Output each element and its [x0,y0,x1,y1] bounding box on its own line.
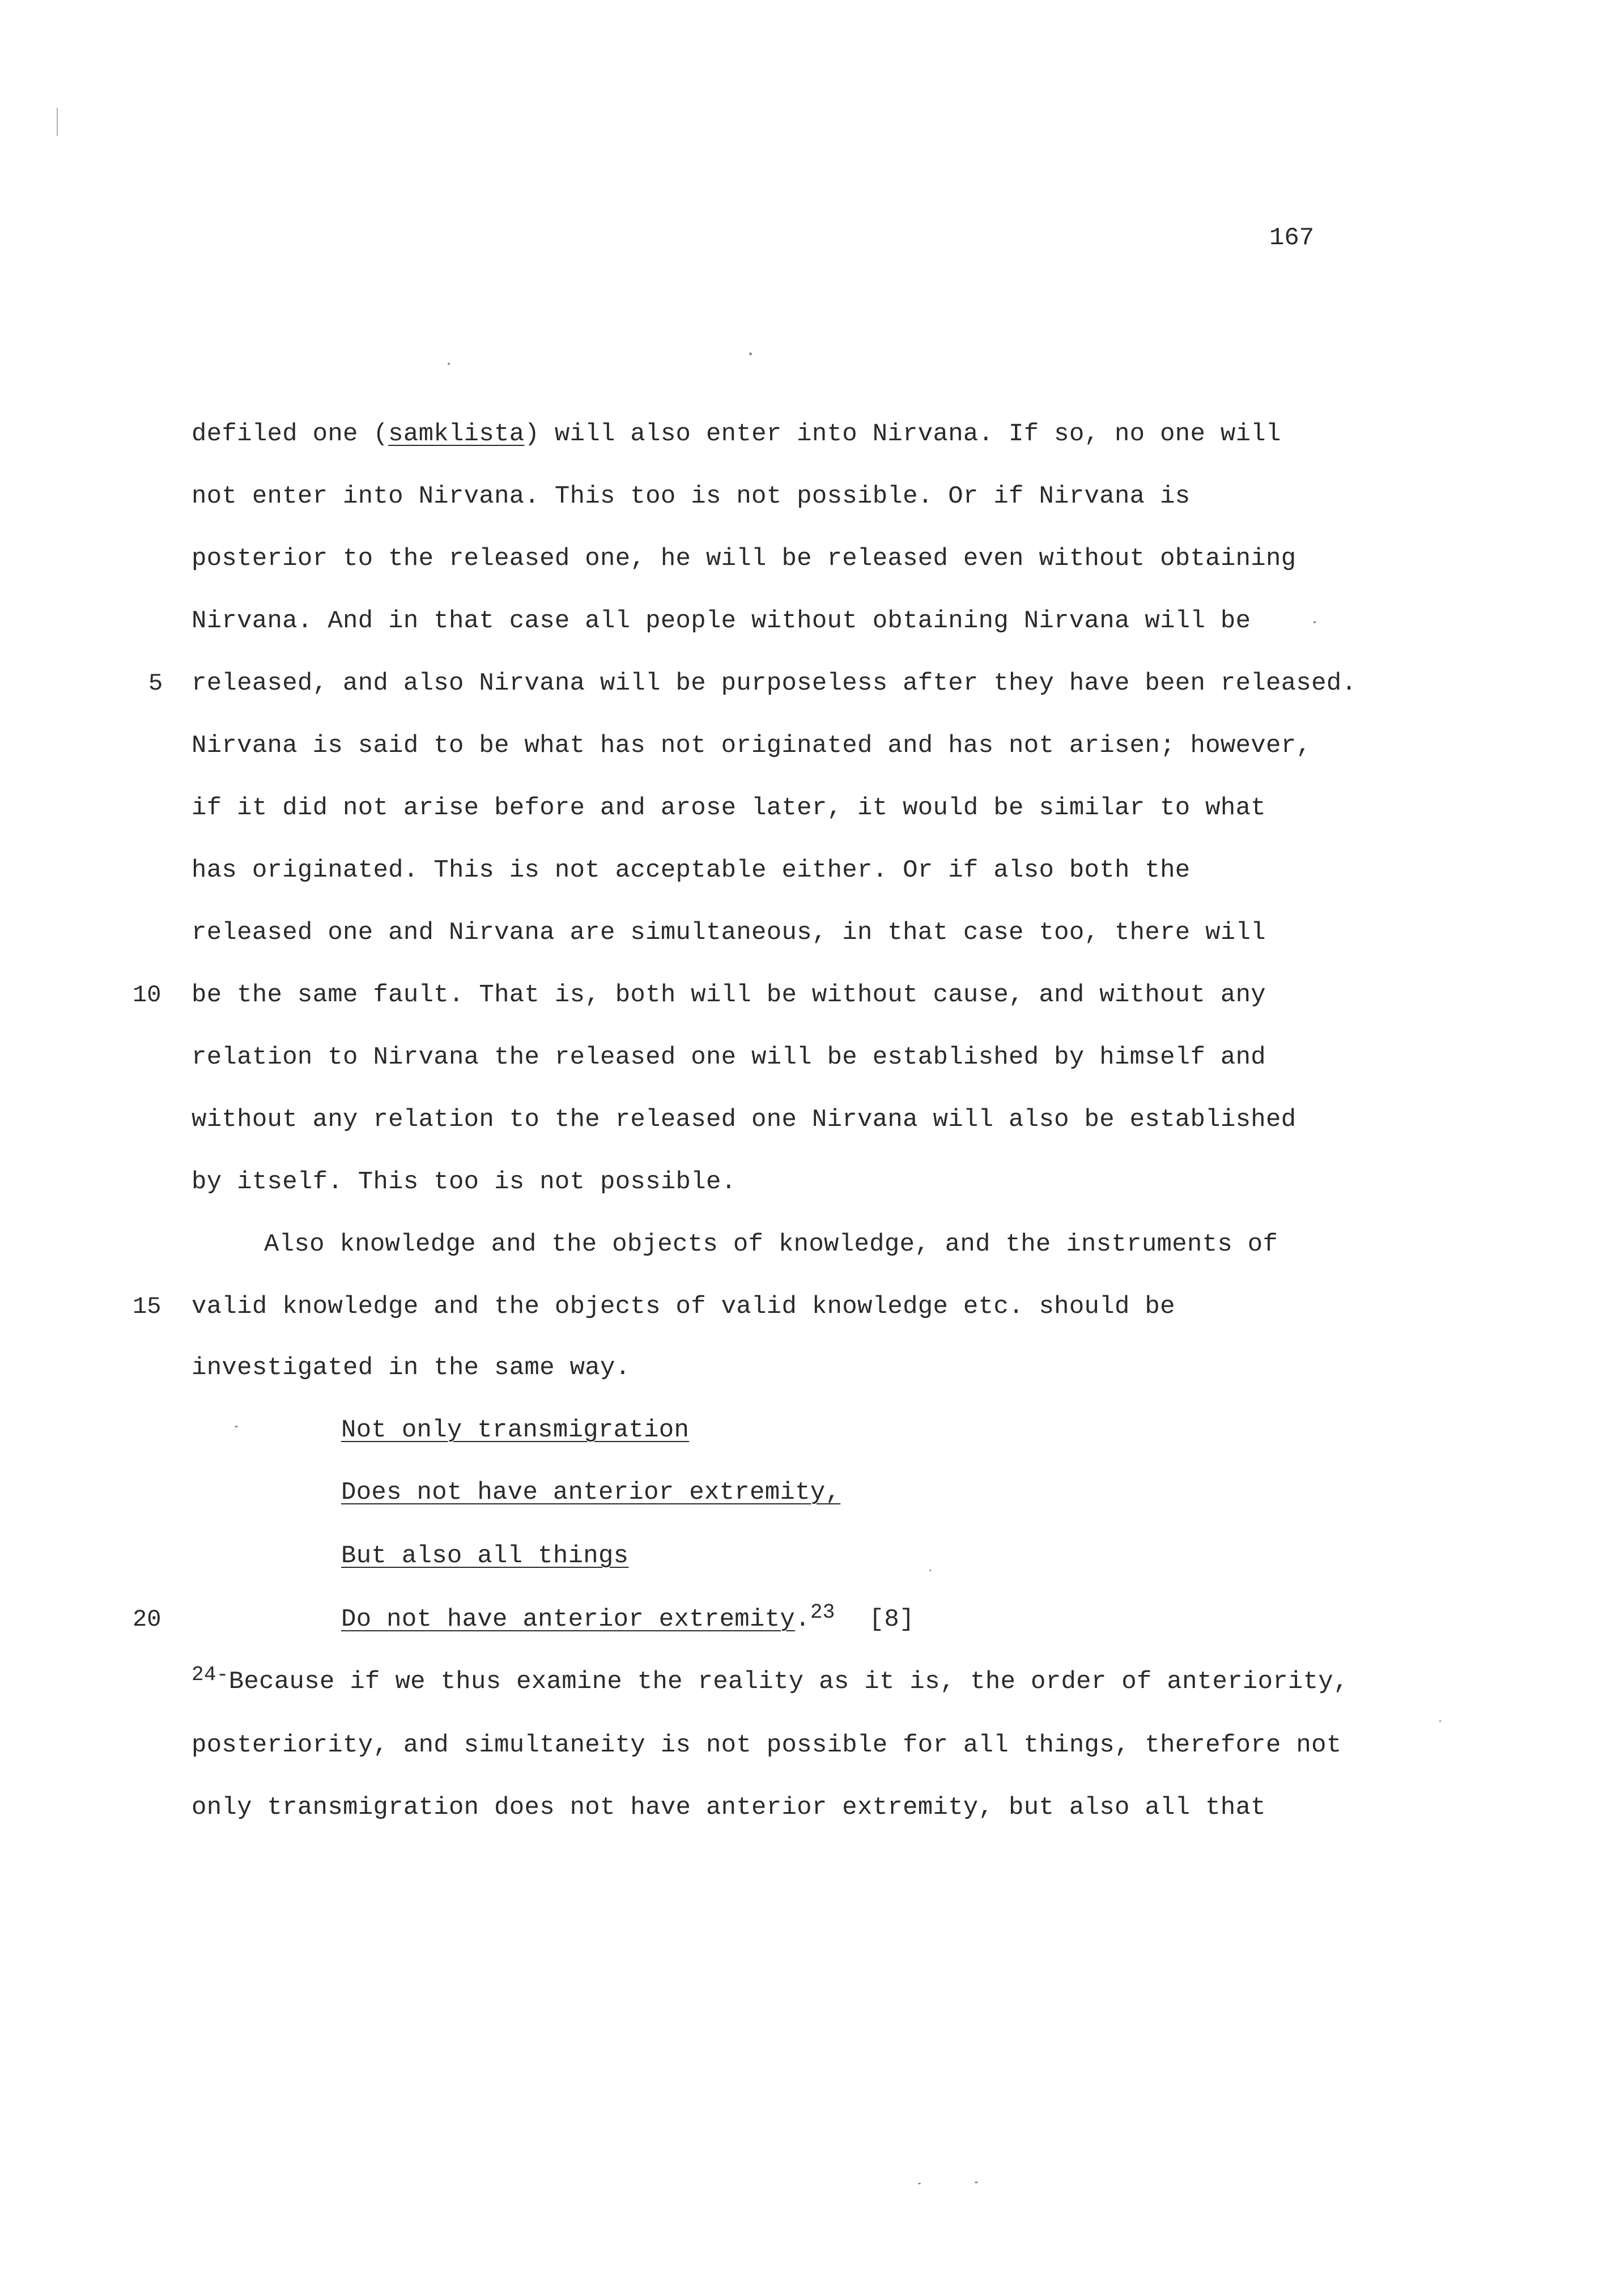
text-line: has originated. This is not acceptable either. Or if also both the [192,856,1191,885]
scan-speck [1439,1720,1441,1722]
page-number: 167 [1269,224,1315,252]
text-line: not enter into Nirvana. This too is not possible. Or if Nirvana is [192,482,1191,511]
scan-speck [975,2182,978,2183]
text-line [192,418,1281,450]
text-line: relation to Nirvana the released one will be established by himself and [192,1043,1266,1072]
text-line: valid knowledge and the objects of valid knowledge etc. should be [192,1292,1175,1321]
text-line: Nirvana is said to be what has not originated and has not arisen; however, [192,732,1312,760]
footnote-ref-23: 23 [810,1601,835,1624]
scan-speck [235,1426,238,1427]
line-number-20: 20 [133,1606,161,1633]
verse-number: [8] [869,1605,915,1634]
scan-speck [448,363,450,365]
verse-text: Do not have anterior extremity [341,1605,796,1634]
line-number-15: 15 [133,1293,161,1320]
text-line: released, and also Nirvana will be purposeless after they have been released. [192,669,1357,698]
text-segment: Because if we thus examine the reality as it is, the order of anteriority, [228,1668,1349,1696]
text-line: posteriority, and simultaneity is not possible for all things, therefore not [192,1731,1342,1759]
text-line: if it did not arise before and arose later, it would be similar to what [192,794,1266,822]
text-line: by itself. This too is not possible. [192,1168,737,1196]
text-line: Nirvana. And in that case all people without obtaining Nirvana will be [192,607,1251,635]
verse-period: . [795,1605,810,1634]
verse-line [341,1540,628,1572]
text-line: investigated in the same way. [192,1354,631,1382]
verse-text: Not only transmigration [341,1416,690,1444]
text-segment: ) will also enter into Nirvana. If so, no one will [524,420,1281,448]
verse-line [341,1477,840,1508]
scan-speck [929,1570,931,1571]
footnote-ref-24: 24- [192,1663,229,1686]
text-line: Also knowledge and the objects of knowledge, and the instruments of [264,1230,1278,1258]
text-line: released one and Nirvana are simultaneous, in that case too, there will [192,919,1266,947]
verse-text: But also all things [341,1542,629,1570]
scan-speck [918,2183,921,2184]
sanskrit-term: samklista [388,420,525,448]
verse-line [341,1601,915,1636]
text-line: posterior to the released one, he will be released even without obtaining [192,545,1296,573]
verse-line [341,1414,689,1446]
text-line: only transmigration does not have anterior extremity, but also all that [192,1793,1266,1822]
verse-text: Does not have anterior extremity, [341,1478,841,1507]
scan-speck [749,352,752,355]
scan-edge-mark [57,108,58,136]
text-line: be the same fault. That is, both will be without cause, and without any [192,981,1266,1009]
line-number-10: 10 [133,981,161,1009]
text-segment: defiled one ( [192,420,389,448]
text-line [192,1663,1349,1699]
text-line: without any relation to the released one Nirvana will also be established [192,1106,1296,1134]
scan-speck [1313,621,1316,623]
line-number-5: 5 [148,670,163,697]
